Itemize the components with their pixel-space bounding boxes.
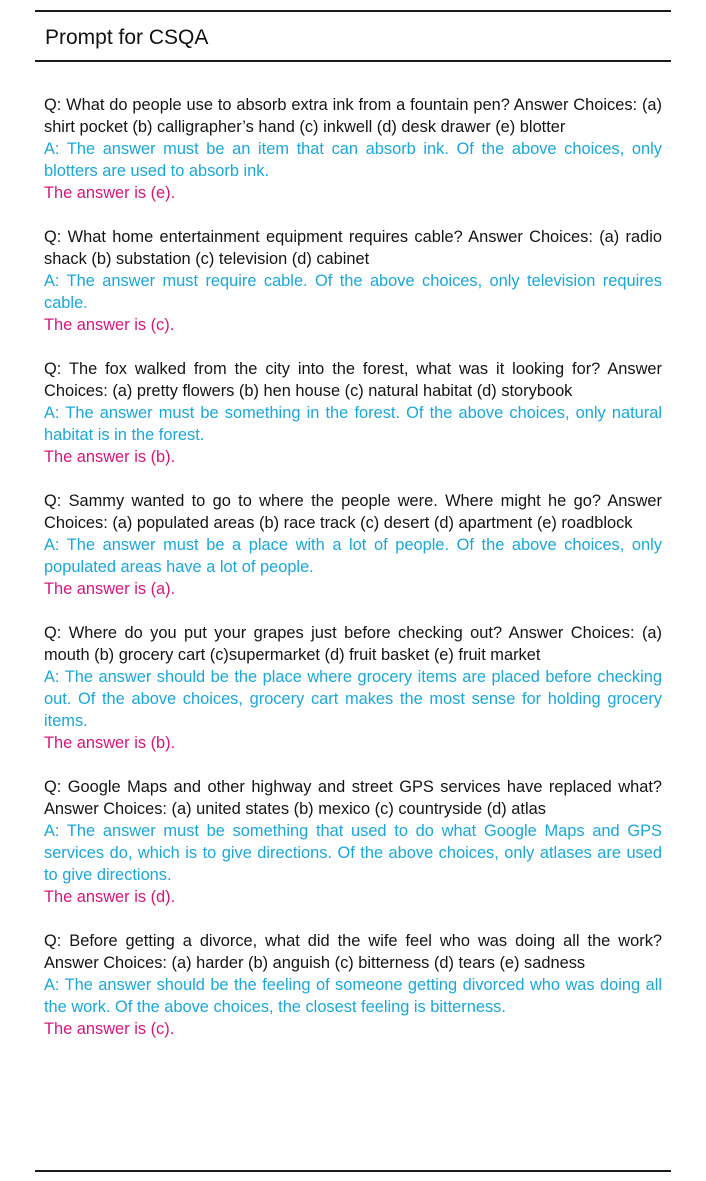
example-item [44, 930, 662, 1040]
answer-rationale: A: The answer should be the place where grocery items are placed before checking out. Of the above choices, grocery cart makes the most sense for holding grocery items. [44, 668, 662, 730]
answer-rationale: A: The answer must be something that used to do what Google Maps and GPS services do, which is to give directions. Of the above choices, only atlases are used to give directions. [44, 822, 662, 884]
example-item [44, 358, 662, 468]
example-item [44, 622, 662, 754]
final-answer: The answer is (b). [44, 734, 176, 752]
final-answer: The answer is (b). [44, 448, 176, 466]
question-text: Q: Where do you put your grapes just before checking out? Answer Choices: (a) mouth (b) grocery cart (c)supermarket (d) fruit basket (e) fruit market [44, 624, 662, 664]
answer-rationale: A: The answer must require cable. Of the above choices, only television requires cable. [44, 272, 662, 312]
title-rule [35, 60, 671, 62]
question-text: Q: What do people use to absorb extra ink from a fountain pen? Answer Choices: (a) shirt pocket (b) calligrapher’s hand (c) inkwell (d) desk drawer (e) blotter [44, 96, 662, 136]
answer-rationale: A: The answer must be something in the forest. Of the above choices, only natural habitat is in the forest. [44, 404, 662, 444]
answer-rationale: A: The answer must be an item that can absorb ink. Of the above choices, only blotters are used to absorb ink. [44, 140, 662, 180]
final-answer: The answer is (a). [44, 580, 176, 598]
example-item [44, 226, 662, 336]
prompt-title: Prompt for CSQA [45, 26, 209, 49]
example-list [44, 94, 662, 1062]
final-answer: The answer is (e). [44, 184, 176, 202]
answer-rationale: A: The answer must be a place with a lot of people. Of the above choices, only populated areas have a lot of people. [44, 536, 662, 576]
question-text: Q: What home entertainment equipment requires cable? Answer Choices: (a) radio shack (b) substation (c) television (d) cabinet [44, 228, 662, 268]
question-text: Q: Before getting a divorce, what did the wife feel who was doing all the work? Answer Choices: (a) harder (b) anguish (c) bitterness (d) tears (e) sadness [44, 932, 662, 972]
answer-rationale: A: The answer should be the feeling of someone getting divorced who was doing all the work. Of the above choices, the closest feeling is bitterness. [44, 976, 662, 1016]
example-item [44, 94, 662, 204]
final-answer: The answer is (c). [44, 316, 175, 334]
question-text: Q: Sammy wanted to go to where the people were. Where might he go? Answer Choices: (a) populated areas (b) race track (c) desert (d) apartment (e) roadblock [44, 492, 662, 532]
prompt-box [35, 10, 671, 1173]
top-rule [35, 10, 671, 12]
question-text: Q: Google Maps and other highway and street GPS services have replaced what? Answer Choices: (a) united states (b) mexico (c) countryside (d) atlas [44, 778, 662, 818]
final-answer: The answer is (c). [44, 1020, 175, 1038]
question-text: Q: The fox walked from the city into the forest, what was it looking for? Answer Choices: (a) pretty flowers (b) hen house (c) natural habitat (d) storybook [44, 360, 662, 400]
example-item [44, 490, 662, 600]
final-answer: The answer is (d). [44, 888, 176, 906]
bottom-rule [35, 1170, 671, 1172]
example-item [44, 776, 662, 908]
